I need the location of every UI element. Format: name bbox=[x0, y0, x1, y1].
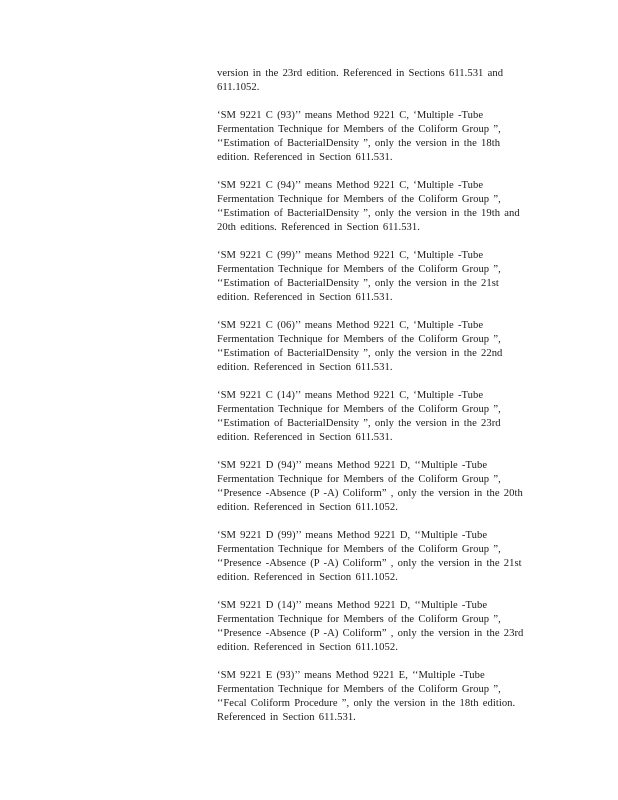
text-line: edition. Referenced in Section 611.531. bbox=[217, 361, 393, 373]
paragraph-sm-9221-c-93 bbox=[217, 109, 539, 165]
text-line: edition. Referenced in Section 611.1052. bbox=[217, 501, 398, 513]
text-line: ‘SM 9221 C (94)’’ means Method 9221 C, ‘Multiple -Tube bbox=[217, 179, 484, 191]
text-line: edition. Referenced in Section 611.531. bbox=[217, 152, 393, 164]
text-line: Fermentation Technique for Members of the Coliform Group ”, bbox=[217, 123, 501, 135]
text-line: Fermentation Technique for Members of the Coliform Group ”, bbox=[217, 683, 501, 695]
text-line: ‘SM 9221 D (94)’’ means Method 9221 D, ‘‘Multiple -Tube bbox=[217, 459, 488, 471]
text-line: ‘SM 9221 C (93)’’ means Method 9221 C, ‘Multiple -Tube bbox=[217, 109, 484, 121]
text-line: Referenced in Section 611.531. bbox=[217, 711, 356, 723]
text-line: ‘‘Presence -Absence (P -A) Coliform” , only the version in the 20th bbox=[217, 487, 523, 499]
text-line: Fermentation Technique for Members of the Coliform Group ”, bbox=[217, 473, 501, 485]
text-line: 611.1052. bbox=[217, 82, 260, 94]
text-line: ‘‘Presence -Absence (P -A) Coliform” , only the version in the 23rd bbox=[217, 627, 524, 639]
paragraph-sm-9221-c-06 bbox=[217, 319, 539, 375]
text-line: ‘SM 9221 E (93)’’ means Method 9221 E, ‘‘Multiple -Tube bbox=[217, 669, 485, 681]
text-line: edition. Referenced in Section 611.1052. bbox=[217, 641, 398, 653]
paragraph-sm-9221-d-14 bbox=[217, 599, 539, 655]
text-line: Fermentation Technique for Members of the Coliform Group ”, bbox=[217, 403, 501, 415]
text-line: ‘‘Estimation of BacterialDensity ”, only the version in the 19th and bbox=[217, 207, 520, 219]
paragraph-sm-9221-d-99 bbox=[217, 529, 539, 585]
text-line: 20th editions. Referenced in Section 611.531. bbox=[217, 222, 420, 234]
text-line: version in the 23rd edition. Referenced in Sections 611.531 and bbox=[217, 68, 504, 79]
paragraph-sm-9221-c-14 bbox=[217, 389, 539, 445]
text-line: ‘SM 9221 C (06)’’ means Method 9221 C, ‘Multiple -Tube bbox=[217, 319, 484, 331]
text-line: ‘‘Fecal Coliform Procedure ”, only the version in the 18th edition. bbox=[217, 697, 516, 709]
text-line: ‘SM 9221 D (14)’’ means Method 9221 D, ‘‘Multiple -Tube bbox=[217, 599, 488, 611]
document-page bbox=[217, 67, 539, 739]
text-line: Fermentation Technique for Members of the Coliform Group ”, bbox=[217, 263, 501, 275]
text-line: Fermentation Technique for Members of the Coliform Group ”, bbox=[217, 613, 501, 625]
paragraph-sm-9221-c-99 bbox=[217, 249, 539, 305]
paragraph-sm-9221-c-94 bbox=[217, 179, 539, 235]
paragraph-sm-continuation bbox=[217, 67, 539, 95]
text-line: Fermentation Technique for Members of the Coliform Group ”, bbox=[217, 333, 501, 345]
text-line: ‘‘Estimation of BacterialDensity ”, only the version in the 22nd bbox=[217, 347, 503, 359]
text-line: Fermentation Technique for Members of the Coliform Group ”, bbox=[217, 543, 501, 555]
text-line: edition. Referenced in Section 611.531. bbox=[217, 431, 393, 443]
text-line: edition. Referenced in Section 611.1052. bbox=[217, 571, 398, 583]
text-line: ‘SM 9221 C (99)’’ means Method 9221 C, ‘Multiple -Tube bbox=[217, 249, 484, 261]
text-line: ‘‘Presence -Absence (P -A) Coliform” , only the version in the 21st bbox=[217, 557, 522, 569]
text-line: ‘‘Estimation of BacterialDensity ”, only the version in the 23rd bbox=[217, 417, 501, 429]
text-line: ‘SM 9221 C (14)’’ means Method 9221 C, ‘Multiple -Tube bbox=[217, 389, 484, 401]
text-line: edition. Referenced in Section 611.531. bbox=[217, 292, 393, 303]
text-line: ‘‘Estimation of BacterialDensity ”, only the version in the 18th bbox=[217, 137, 501, 149]
text-line: ‘SM 9221 D (99)’’ means Method 9221 D, ‘‘Multiple -Tube bbox=[217, 529, 488, 541]
paragraph-sm-9221-e-93 bbox=[217, 669, 539, 725]
text-line: Fermentation Technique for Members of the Coliform Group ”, bbox=[217, 193, 501, 205]
text-line: ‘‘Estimation of BacterialDensity ”, only the version in the 21st bbox=[217, 277, 499, 289]
paragraph-sm-9221-d-94 bbox=[217, 459, 539, 515]
